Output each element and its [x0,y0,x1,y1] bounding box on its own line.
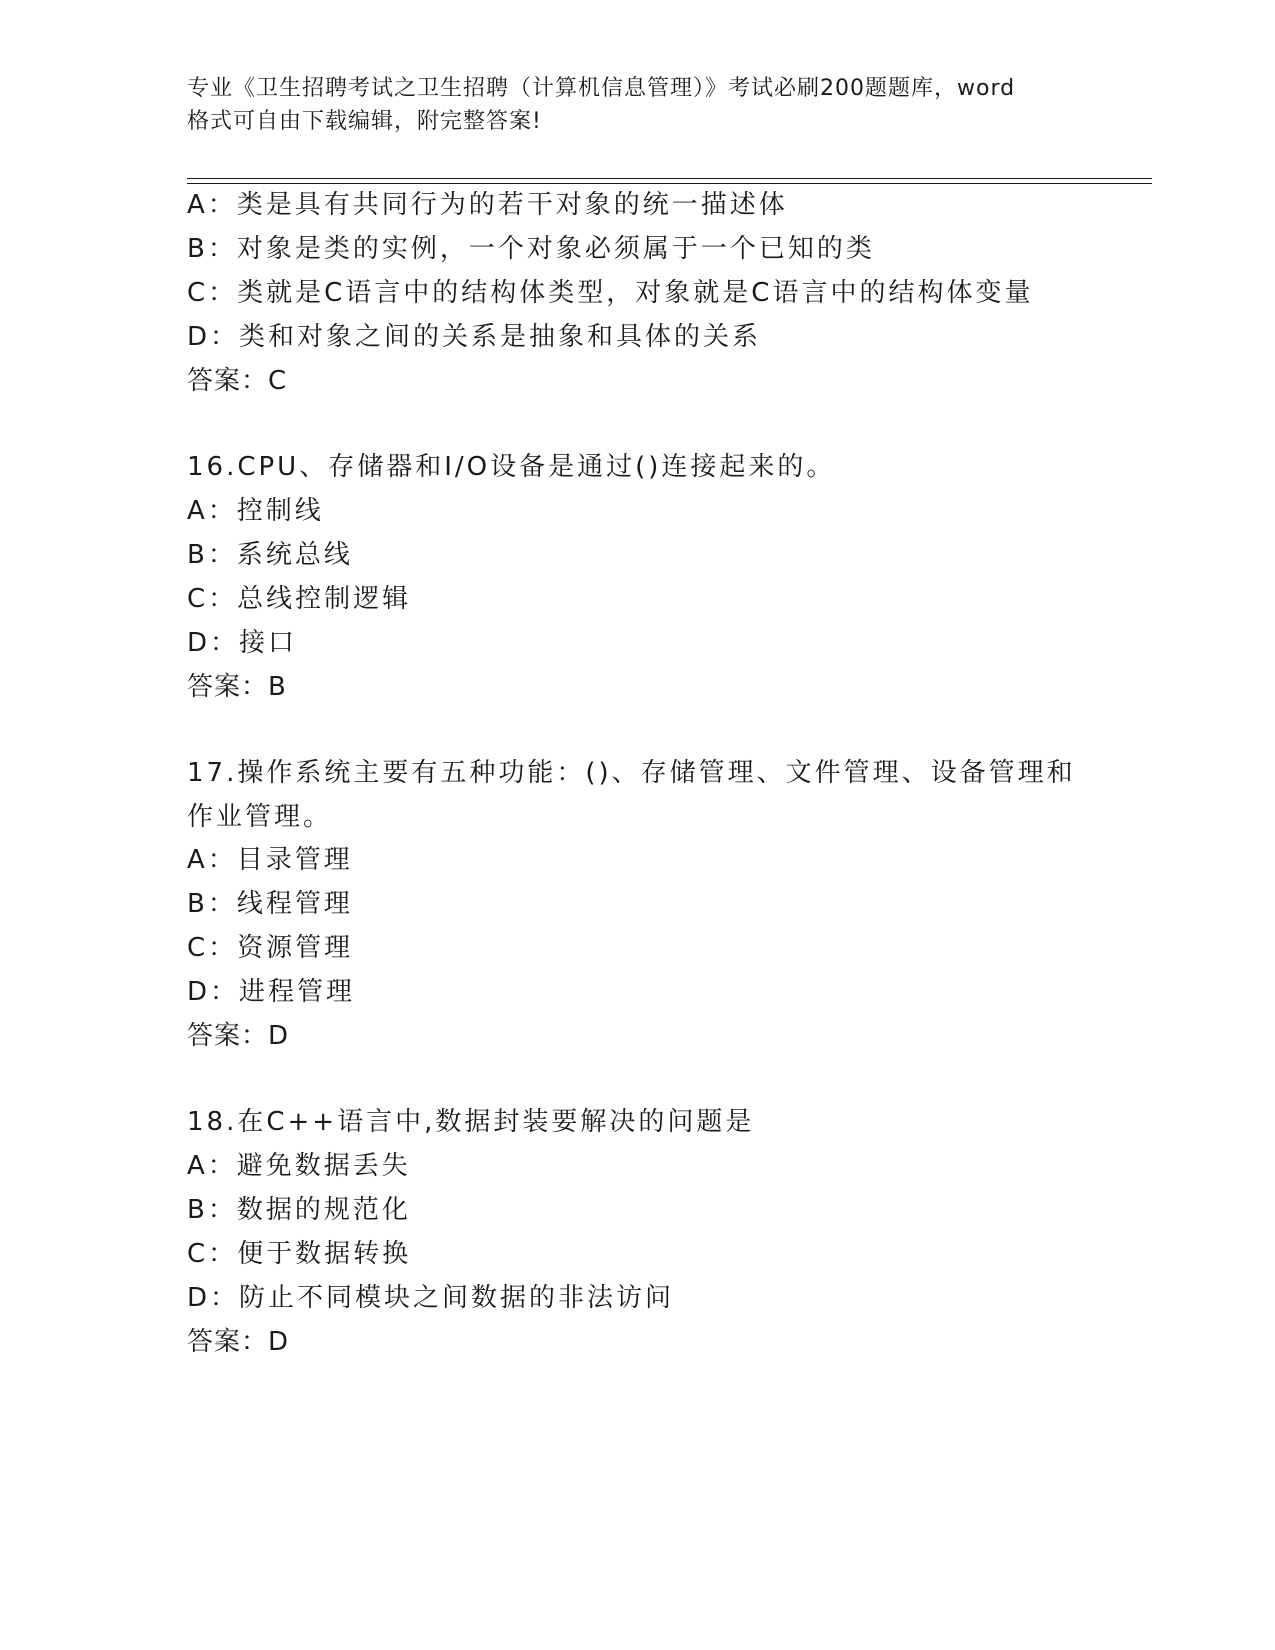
header-line-1: 专业《卫生招聘考试之卫生招聘（计算机信息管理）》考试必刷200题题库，word [187,76,1016,101]
q15-answer: 答案：C [187,366,288,396]
q16-answer: 答案：B [187,672,287,702]
q17-option-c: C：资源管理 [187,933,354,963]
q18-option-c: C：便于数据转换 [187,1239,412,1269]
header-divider-top [187,178,1152,179]
q18-stem: 18.在C++语言中,数据封装要解决的问题是 [187,1107,755,1137]
q15-option-a: A：类是具有共同行为的若干对象的统一描述体 [187,190,788,220]
q17-stem-line-2: 作业管理。 [187,802,333,832]
q16-option-d: D：接口 [187,628,298,658]
q16-stem: 16.CPU、存储器和I/O设备是通过()连接起来的。 [187,452,836,482]
q16-option-b: B：系统总线 [187,540,353,570]
q17-option-a: A：目录管理 [187,845,353,875]
q17-answer: 答案：D [187,1021,290,1051]
header-divider-bottom [187,183,1152,184]
q16-option-c: C：总线控制逻辑 [187,584,412,614]
document-header [187,72,1087,138]
q15-option-c: C：类就是C语言中的结构体类型，对象就是C语言中的结构体变量 [187,278,1034,308]
q18-answer: 答案：D [187,1327,290,1357]
q18-option-a: A：避免数据丢失 [187,1151,411,1181]
q18-option-d: D：防止不同模块之间数据的非法访问 [187,1283,675,1313]
q17-option-b: B：线程管理 [187,889,353,919]
q18-option-b: B：数据的规范化 [187,1195,411,1225]
q17-stem-line-1: 17.操作系统主要有五种功能：()、存储管理、文件管理、设备管理和 [187,758,1076,788]
header-line-2: 格式可自由下载编辑，附完整答案! [187,109,542,134]
q16-option-a: A：控制线 [187,496,324,526]
q15-option-b: B：对象是类的实例，一个对象必须属于一个已知的类 [187,234,875,264]
q17-option-d: D：进程管理 [187,977,356,1007]
q15-option-d: D：类和对象之间的关系是抽象和具体的关系 [187,322,762,352]
